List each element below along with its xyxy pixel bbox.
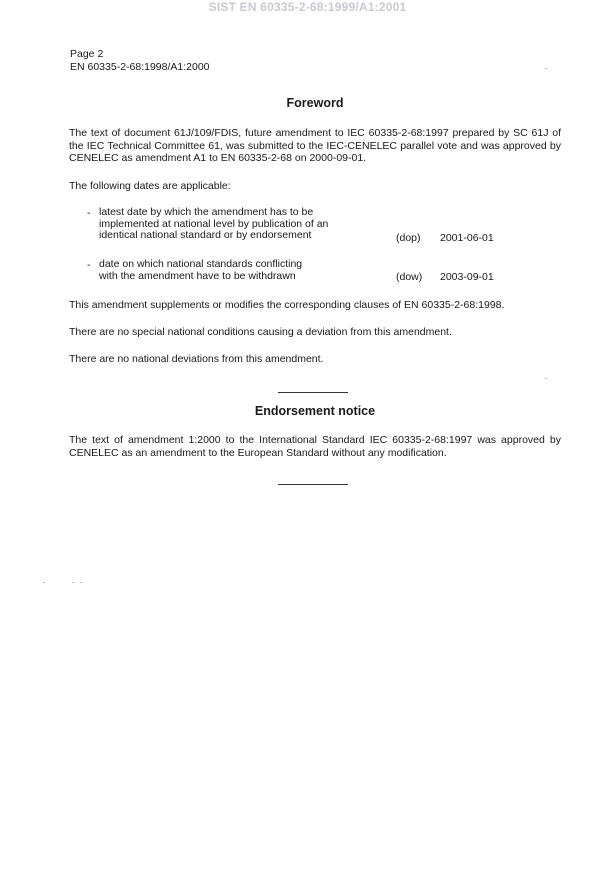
section-divider — [278, 392, 348, 393]
section-divider — [278, 484, 348, 485]
page-header — [70, 48, 210, 74]
date-description-line: latest date by which the amendment has to be — [99, 206, 314, 218]
special-conditions-statement: There are no special national conditions causing a deviation from this amendment. — [69, 326, 452, 338]
deviations-statement: There are no national deviations from this amendment. — [69, 353, 324, 365]
date-code: (dop) — [396, 232, 421, 244]
date-description — [99, 259, 339, 282]
foreword-intro: The text of document 61J/109/FDIS, future amendment to IEC 60335-2-68:1997 prepared by SC 61J of the IEC Technical Committee 61, was submitted to the IEC-CENELEC parallel vote and was approved by CENELEC as amendment A1 to EN 60335-2-68 on 2000-09-01. — [69, 127, 561, 165]
endorsement-text: The text of amendment 1:2000 to the International Standard IEC 60335-2-68:1997 was approved by CENELEC as an amendment to the European Standard without any modification. — [69, 434, 561, 459]
scan-speck — [43, 582, 45, 583]
date-description — [99, 207, 339, 242]
scan-speck — [545, 378, 547, 379]
dash-bullet: - — [87, 259, 91, 271]
date-value: 2003-09-01 — [440, 271, 494, 283]
foreword-title: Foreword — [286, 96, 344, 110]
scan-speck — [545, 68, 547, 69]
endorsement-title: Endorsement notice — [254, 404, 376, 418]
supplement-statement: This amendment supplements or modifies the corresponding clauses of EN 60335-2-68:1998. — [69, 299, 505, 311]
standard-reference: EN 60335-2-68:1998/A1:2000 — [70, 61, 210, 73]
dates-intro: The following dates are applicable: — [69, 180, 231, 192]
date-description-line: identical national standard or by endorsement — [99, 229, 312, 242]
date-description-line: date on which national standards conflicting — [99, 258, 303, 270]
date-value: 2001-06-01 — [440, 232, 494, 244]
date-description-line: implemented at national level by publication of an — [99, 217, 329, 230]
document-watermark: SIST EN 60335-2-68:1999/A1:2001 — [208, 0, 407, 14]
dash-bullet: - — [87, 207, 91, 219]
date-code: (dow) — [396, 271, 423, 283]
scan-speck — [72, 582, 74, 583]
date-description-line: with the amendment have to be withdrawn — [99, 269, 296, 282]
page-number: Page 2 — [70, 48, 104, 60]
scan-speck — [80, 582, 82, 583]
